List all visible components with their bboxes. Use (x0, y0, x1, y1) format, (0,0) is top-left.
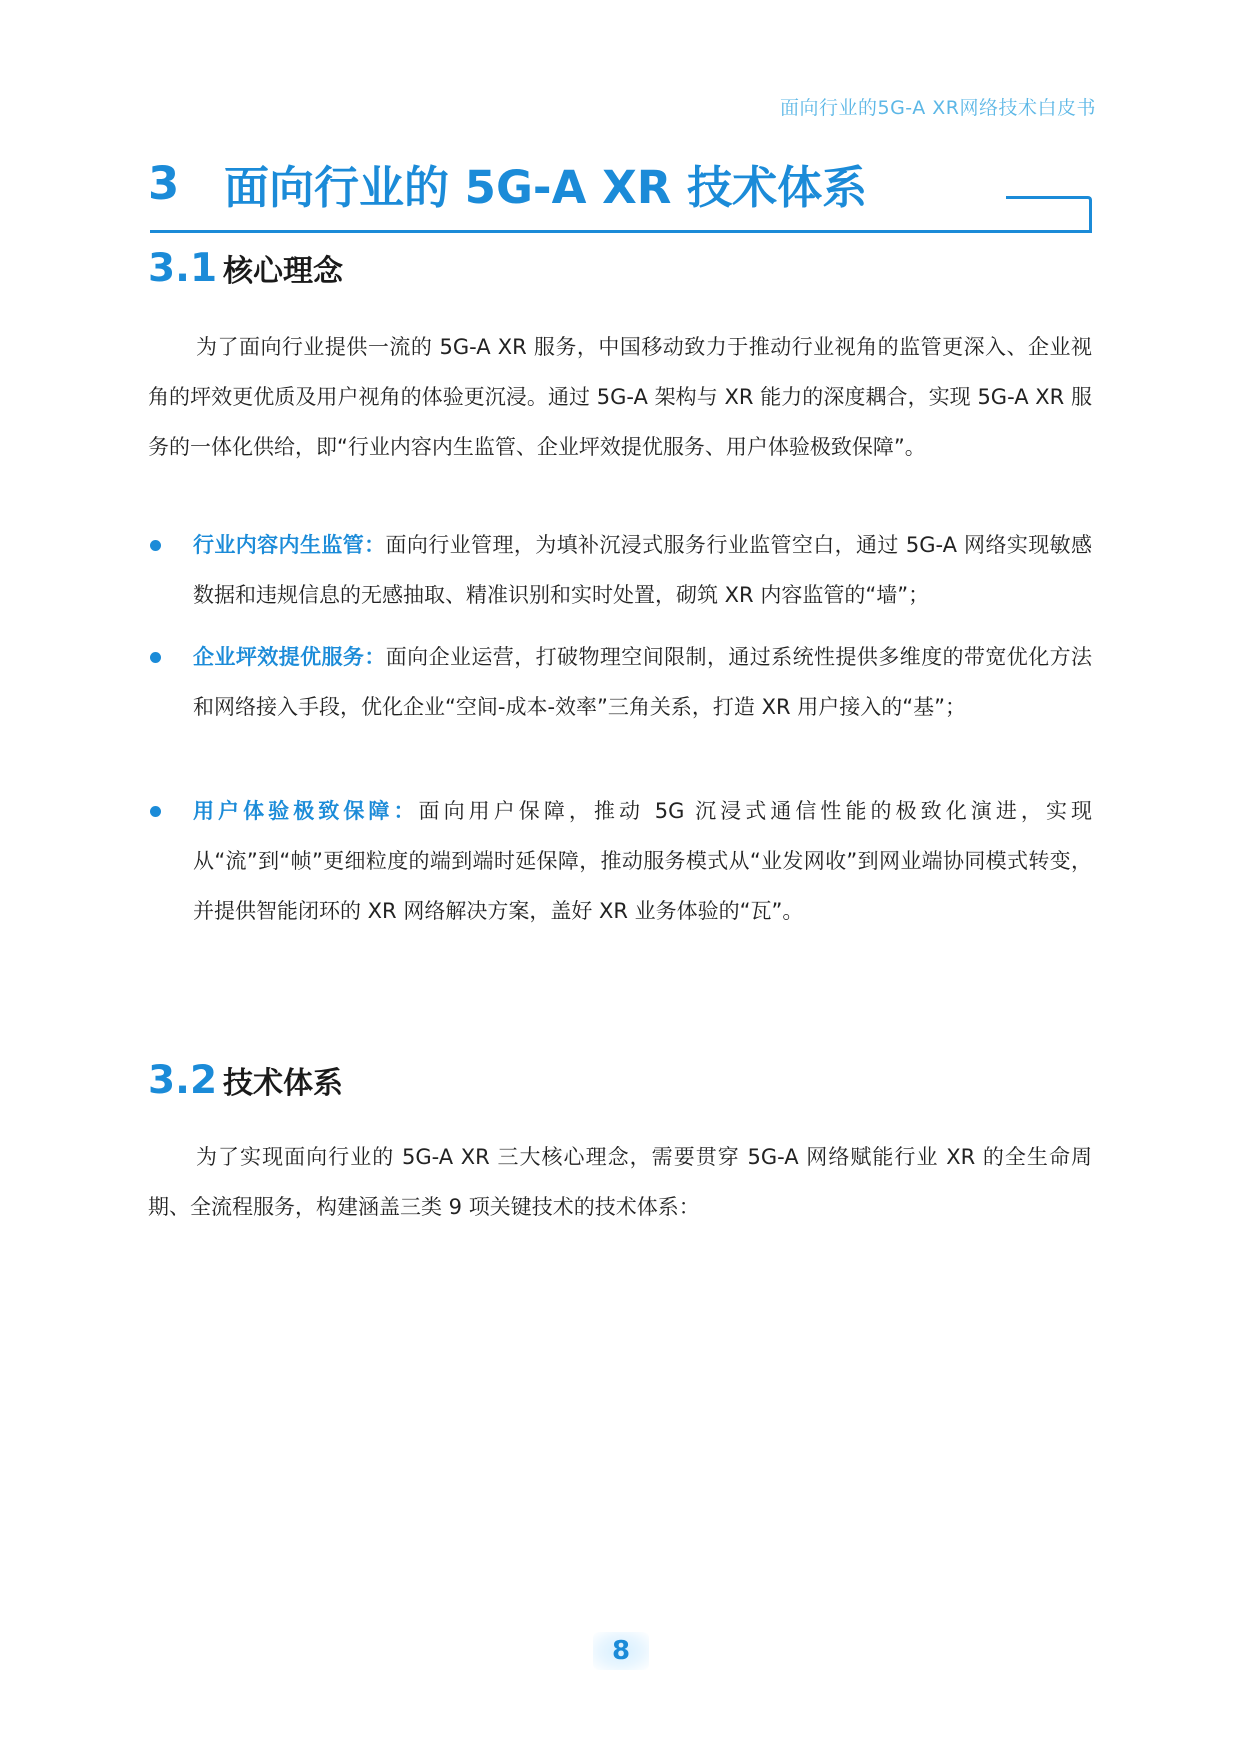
section-title: 技术体系 (223, 1066, 343, 1101)
bullet-lead: 用户体验极致保障： (193, 799, 419, 823)
chapter-heading (148, 148, 867, 218)
section-2-intro: 为了实现面向行业的 5G-A XR 三大核心理念，需要贯穿 5G-A 网络赋能行业 XR 的全生命周期、全流程服务，构建涵盖三类 9 项关键技术的技术体系： (148, 1145, 1092, 1219)
section-heading-3-1 (148, 246, 343, 291)
bullet-item (148, 632, 1092, 732)
chapter-accent-bracket (1006, 196, 1092, 230)
bullet-lead: 行业内容内生监管： (193, 533, 386, 557)
section-number: 3.2 (148, 1058, 218, 1103)
section-heading-3-2 (148, 1058, 343, 1103)
chapter-number: 3 (148, 156, 180, 210)
bullet-dot-icon (150, 540, 161, 551)
bullet-dot-icon (150, 806, 161, 817)
page-number: 8 (593, 1632, 649, 1670)
bullet-item (148, 520, 1092, 620)
section-1-intro: 为了面向行业提供一流的 5G-A XR 服务，中国移动致力于推动行业视角的监管更深入、企业视角的坪效更优质及用户视角的体验更沉浸。通过 5G-A 架构与 XR 能力的深度耦合，实现 5G-A XR 服务的一体化供给，即“行业内容内生监管、企业坪效提优服务、用户体验极致保障”。 (148, 335, 1092, 459)
chapter-title: 面向行业的 5G-A XR 技术体系 (224, 160, 868, 214)
bullet-item (148, 786, 1092, 936)
chapter-rule (150, 230, 1092, 233)
section-title: 核心理念 (223, 254, 343, 289)
bullet-text: 面向用户保障，推动 5G 沉浸式通信性能的极致化演进，实现从“流”到“帧”更细粒度的端到端时延保障，推动服务模式从“业发网收”到网业端协同模式转变，并提供智能闭环的 XR 网络解决方案，盖好 XR 业务体验的“瓦”。 (193, 799, 1093, 923)
bullet-dot-icon (150, 652, 161, 663)
section-number: 3.1 (148, 246, 218, 291)
running-header: 面向行业的5G-A XR网络技术白皮书 (779, 97, 1096, 119)
bullet-lead: 企业坪效提优服务： (193, 645, 386, 669)
bullet-text: 面向企业运营，打破物理空间限制，通过系统性提供多维度的带宽优化方法和网络接入手段，优化企业“空间-成本-效率”三角关系，打造 XR 用户接入的“基”； (193, 645, 1092, 719)
bullet-text: 面向行业管理，为填补沉浸式服务行业监管空白，通过 5G-A 网络实现敏感数据和违规信息的无感抽取、精准识别和实时处置，砌筑 XR 内容监管的“墙”； (193, 533, 1093, 607)
